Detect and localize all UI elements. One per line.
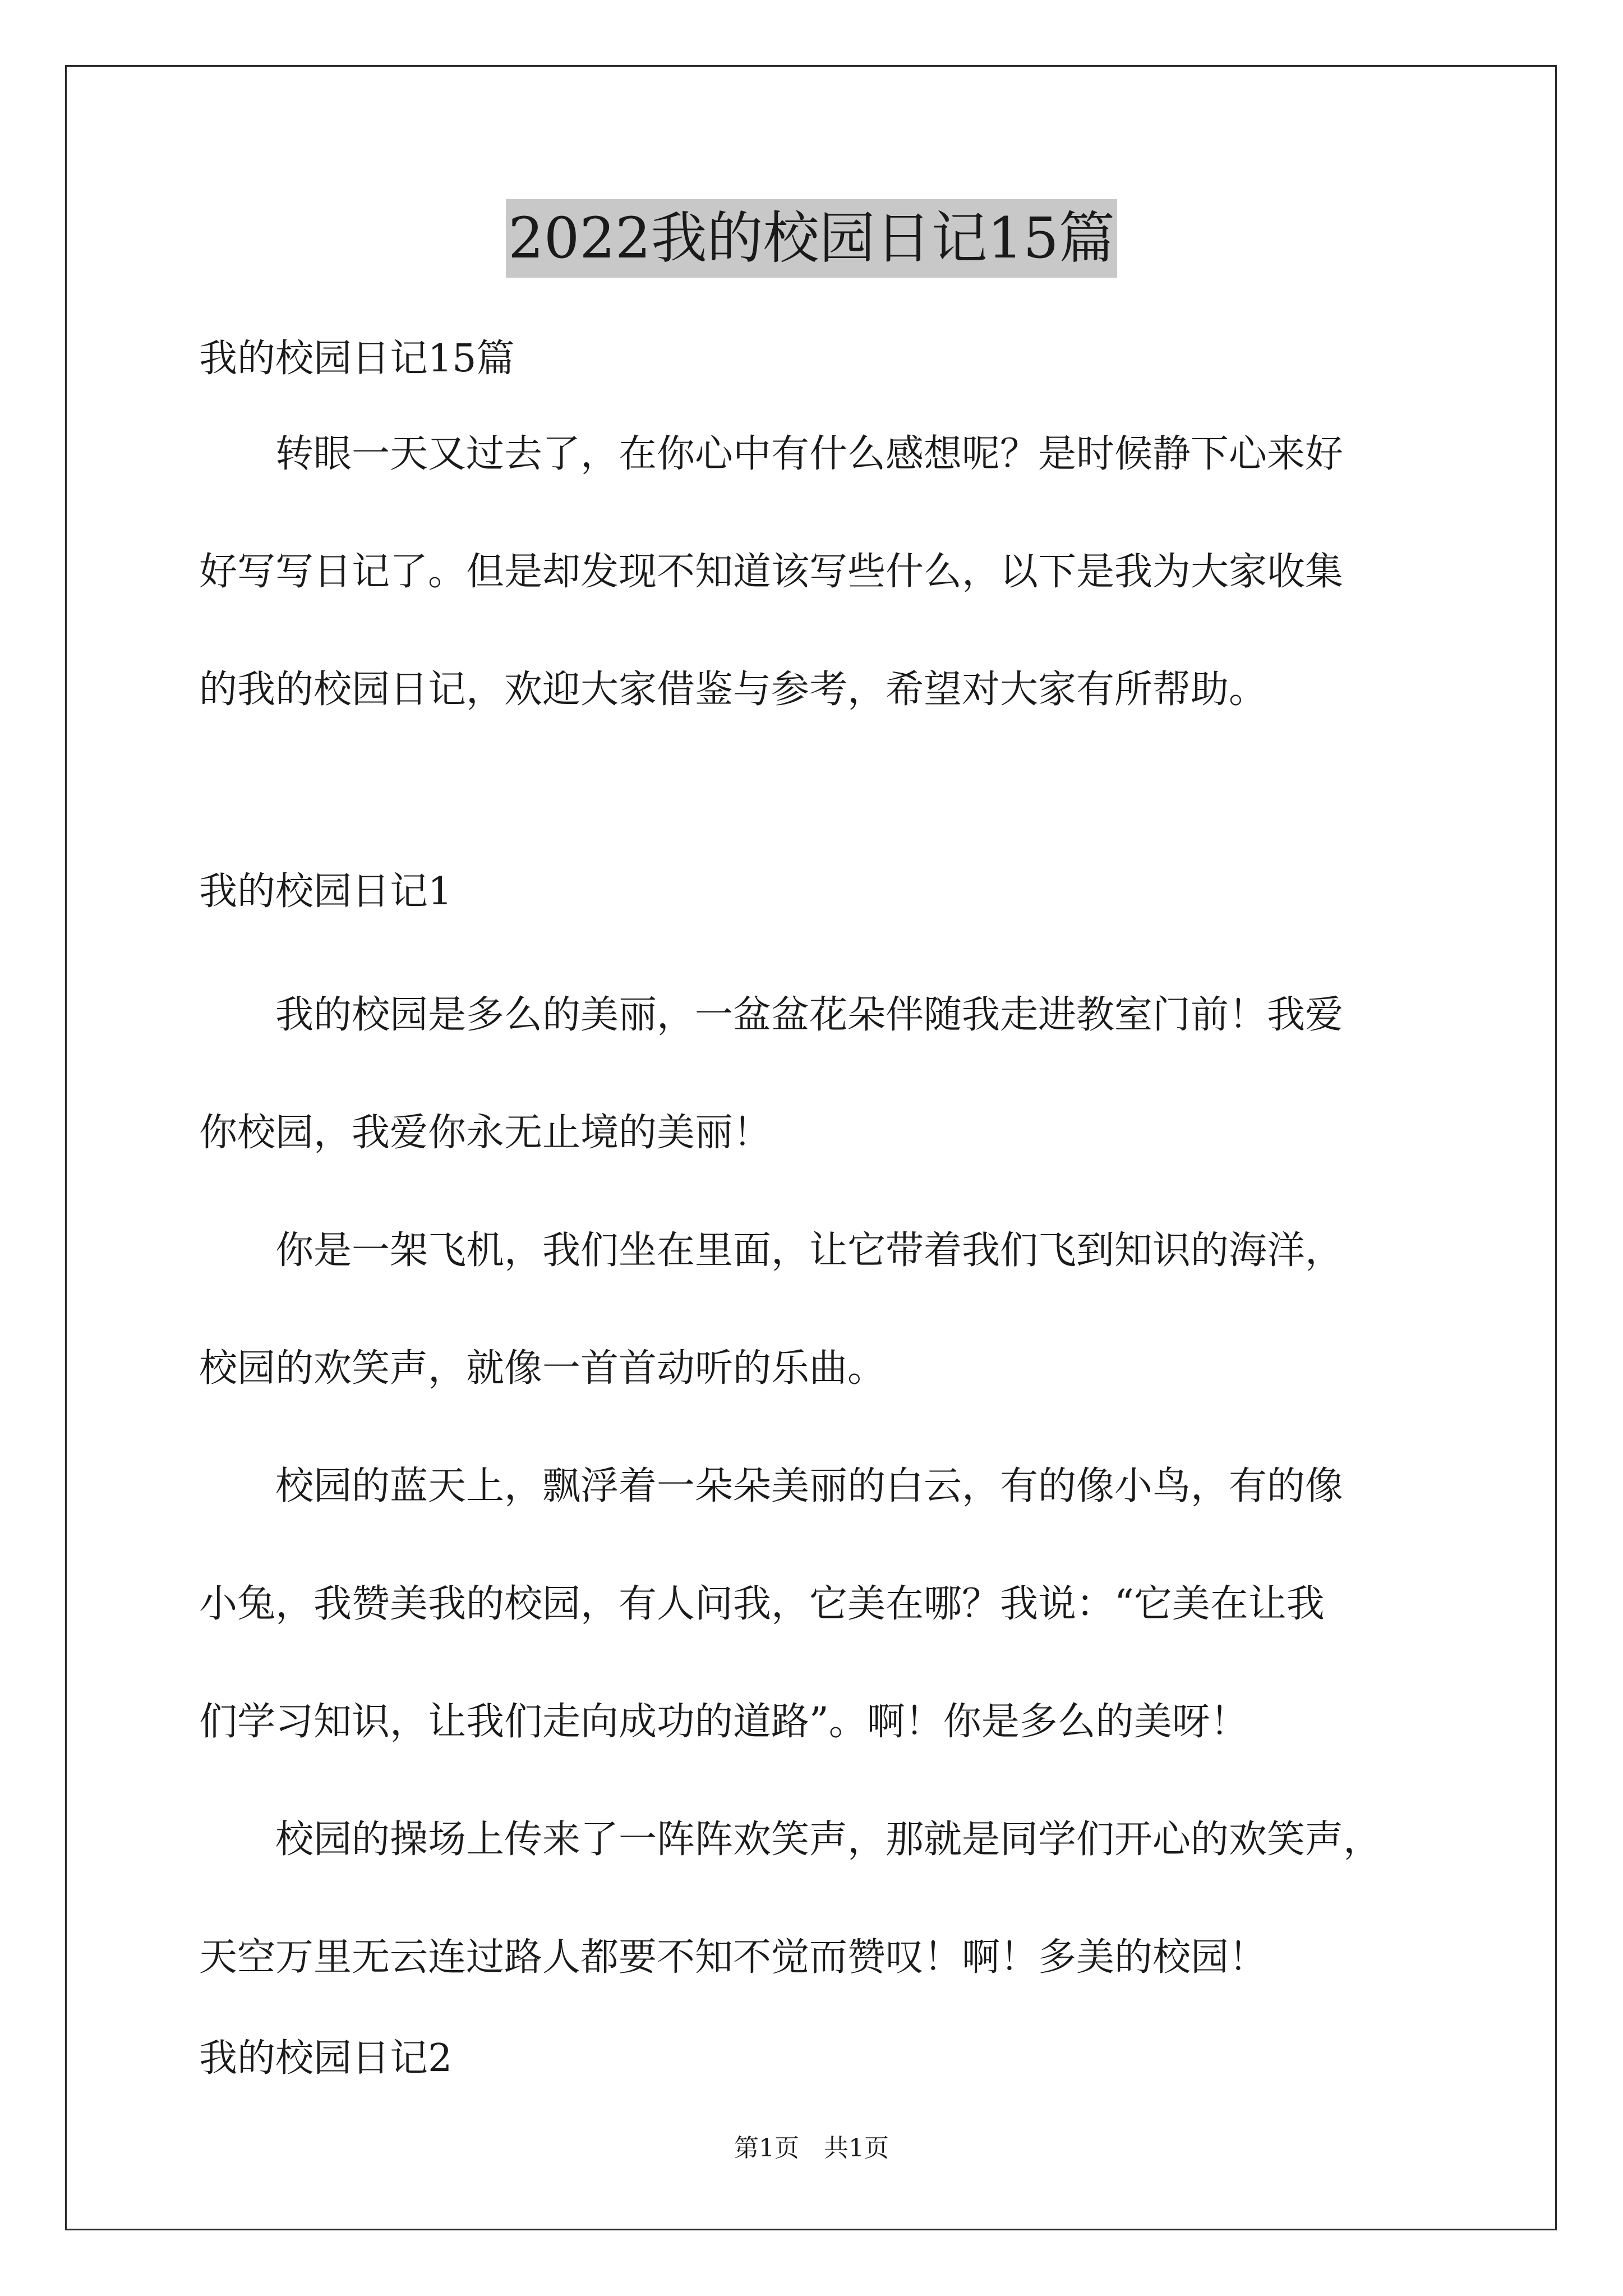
section-heading: 我的校园日记1 bbox=[199, 869, 453, 914]
intro-line: 转眼一天又过去了，在你心中有什么感想呢？是时候静下心来好 bbox=[199, 432, 1344, 476]
title-area bbox=[0, 199, 1623, 278]
section-heading: 我的校园日记2 bbox=[199, 2036, 453, 2081]
document-body bbox=[199, 311, 1433, 2084]
paragraph-line: 你校园，我爱你永无止境的美丽！ bbox=[199, 1111, 772, 1155]
paragraph-line: 校园的蓝天上，飘浮着一朵朵美丽的白云，有的像小鸟，有的像 bbox=[199, 1464, 1344, 1508]
paragraph-line: 校园的操场上传来了一阵阵欢笑声，那就是同学们开心的欢笑声， bbox=[199, 1818, 1382, 1862]
document-title: 2022我的校园日记15篇 bbox=[506, 199, 1117, 278]
intro-line: 的我的校园日记，欢迎大家借鉴与参考，希望对大家有所帮助。 bbox=[199, 668, 1267, 712]
paragraph-line: 我的校园是多么的美丽，一盆盆花朵伴随我走进教室门前！我爱 bbox=[199, 993, 1344, 1037]
paragraph-line: 校园的欢笑声，就像一首首动听的乐曲。 bbox=[199, 1346, 886, 1391]
paragraph-line: 们学习知识，让我们走向成功的道路”。啊！你是多么的美呀！ bbox=[199, 1700, 1248, 1744]
paragraph-line: 你是一架飞机，我们坐在里面，让它带着我们飞到知识的海洋， bbox=[199, 1228, 1344, 1273]
page-footer: 第1页 共1页 bbox=[734, 2134, 889, 2162]
subtitle: 我的校园日记15篇 bbox=[199, 337, 515, 381]
paragraph-line: 天空万里无云连过路人都要不知不觉而赞叹！啊！多美的校园！ bbox=[199, 1935, 1267, 1980]
intro-line: 好写写日记了。但是却发现不知道该写些什么，以下是我为大家收集 bbox=[199, 550, 1344, 594]
paragraph-line: 小兔，我赞美我的校园，有人问我，它美在哪？我说：“它美在让我 bbox=[199, 1582, 1325, 1626]
